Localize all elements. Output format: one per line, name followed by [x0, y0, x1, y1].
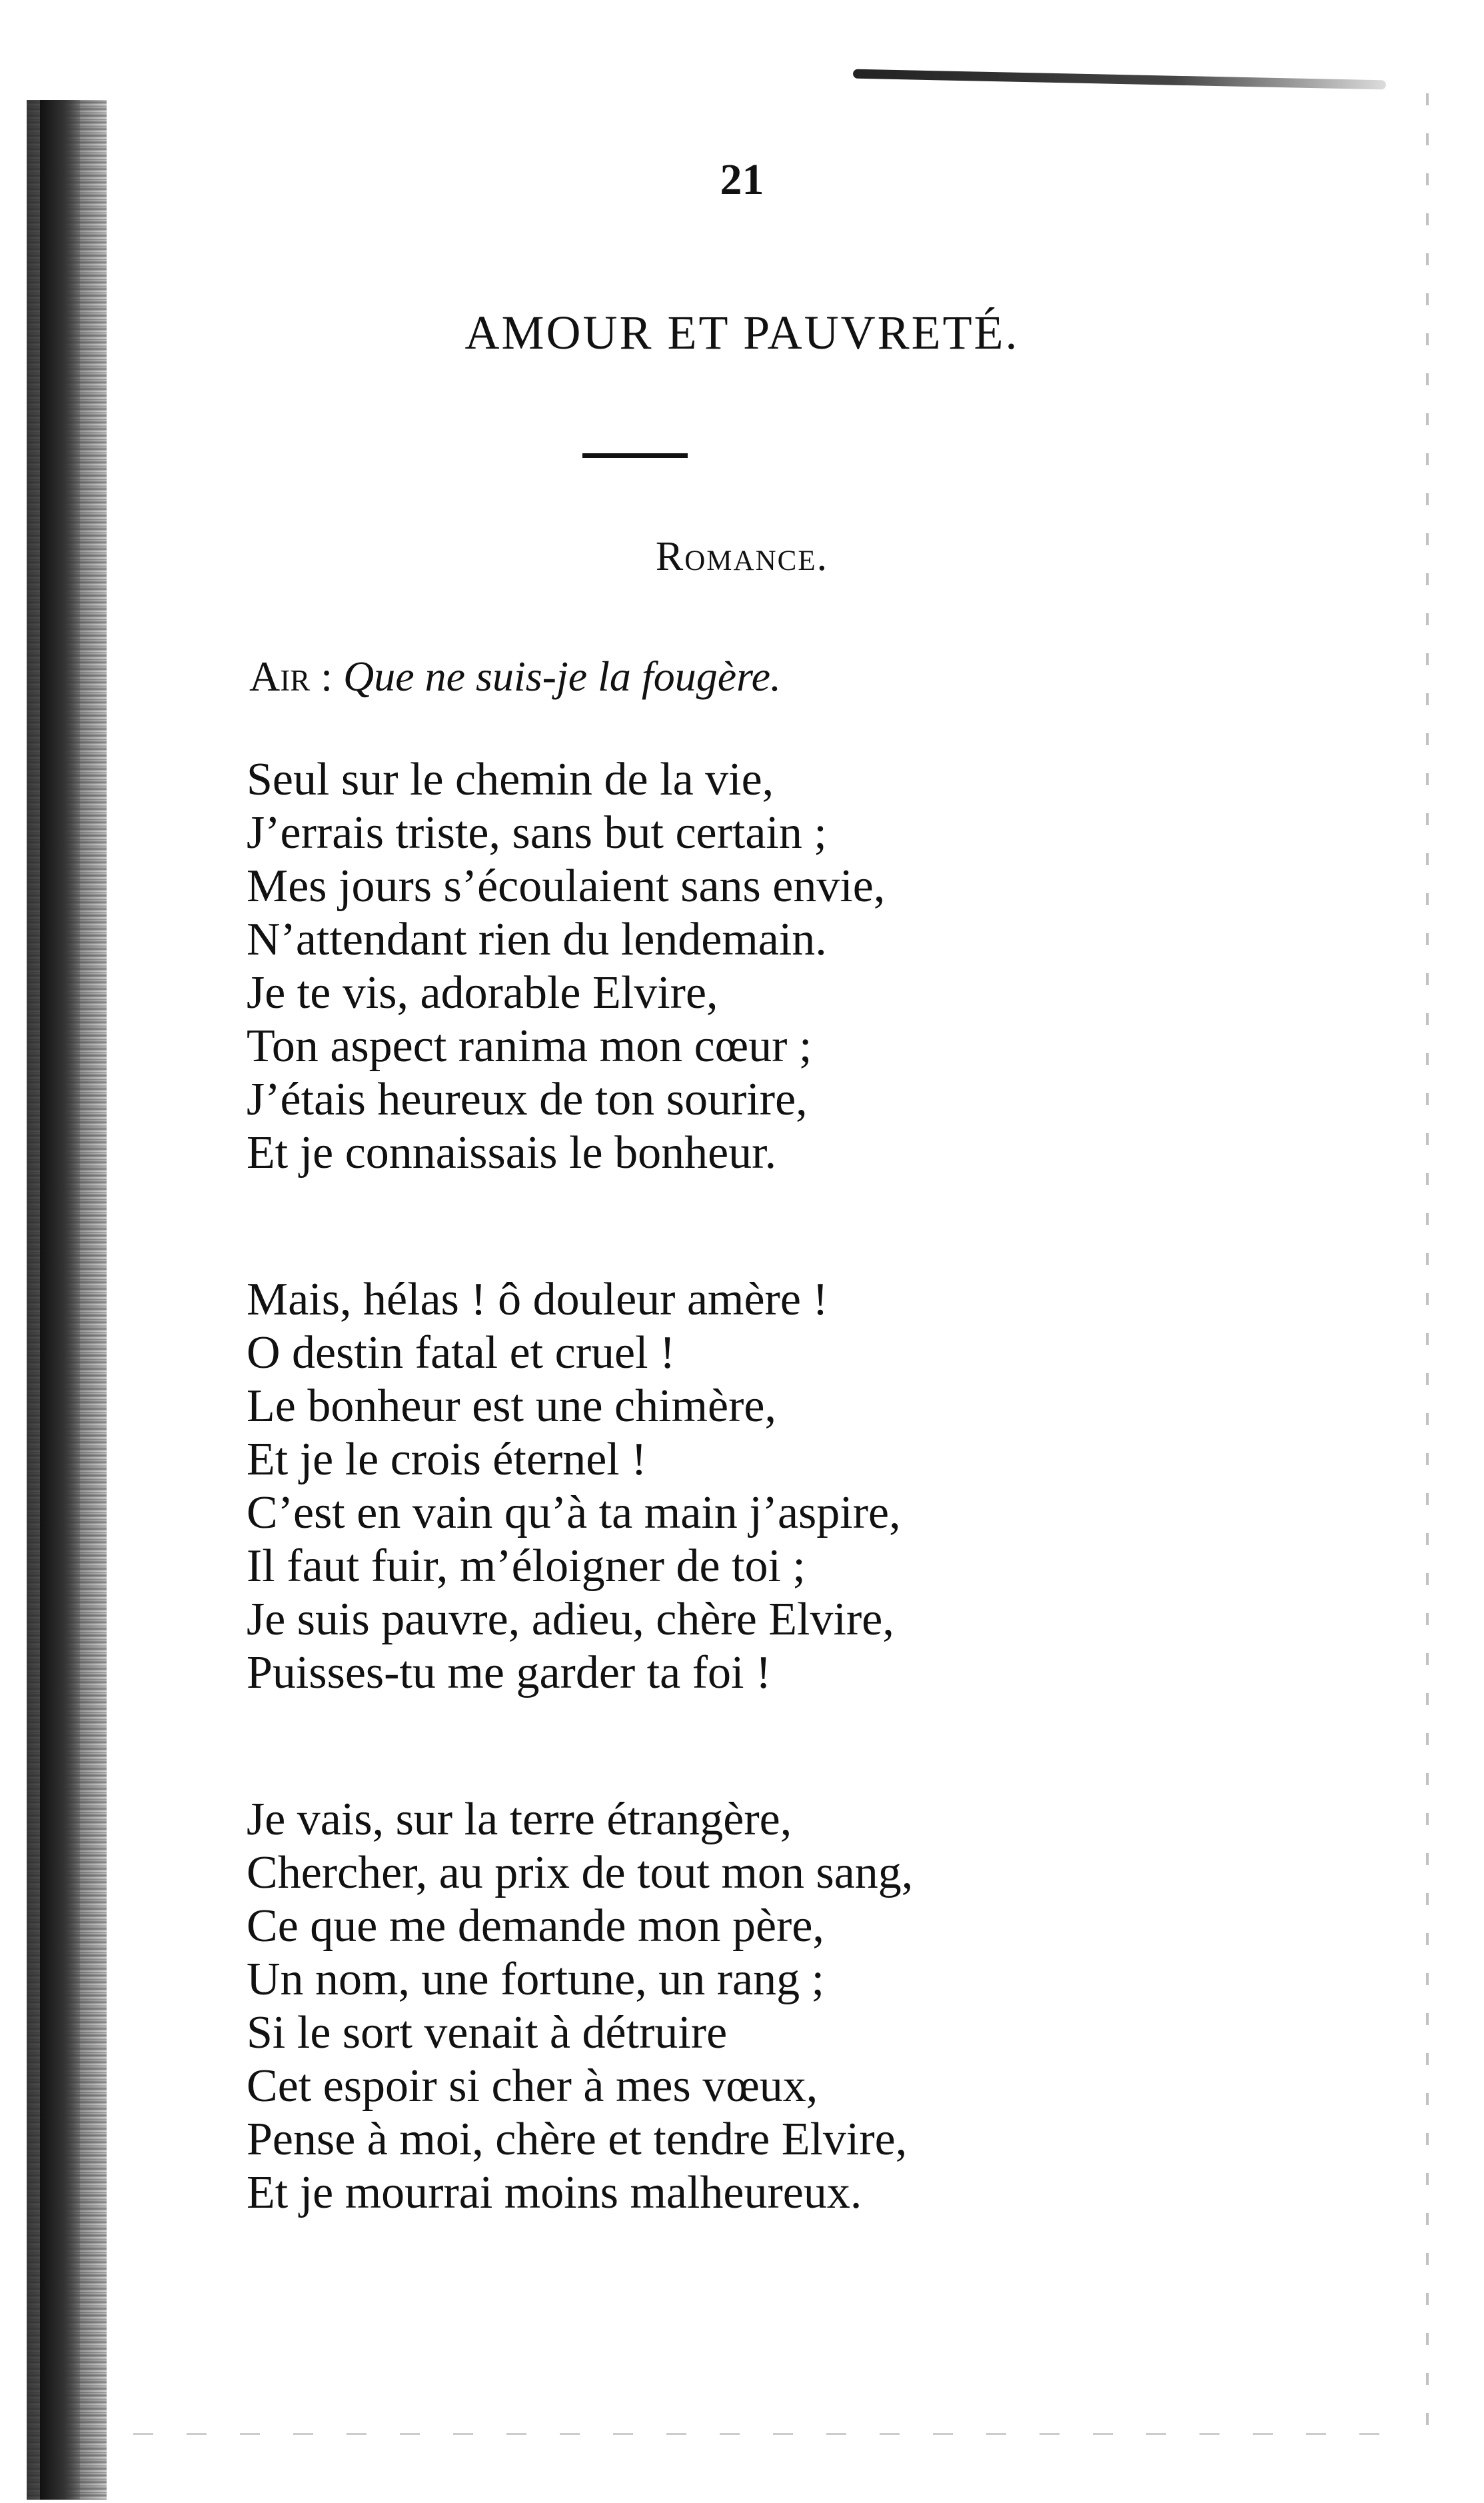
verse-line: Il faut fuir, m’éloigner de toi ; [247, 1540, 806, 1592]
verse-line: J’errais triste, sans but certain ; [247, 807, 827, 859]
verse-line: C’est en vain qu’à ta main j’aspire, [247, 1487, 901, 1538]
verse-line: Je te vis, adorable Elvire, [247, 967, 718, 1019]
scan-right-edge [1426, 93, 1429, 2426]
poem-title: AMOUR ET PAUVRETÉ. [464, 306, 1020, 359]
verse-line: N’attendant rien du lendemain. [247, 914, 827, 965]
verse-line: Seul sur le chemin de la vie, [247, 754, 774, 805]
scan-bottom-edge [133, 2433, 1399, 2435]
title-divider [582, 453, 688, 458]
verse-line: Un nom, une fortune, un rang ; [247, 1954, 825, 2005]
verse-line: Cet espoir si cher à mes vœux, [247, 2060, 818, 2112]
stanza-2 [247, 1273, 901, 1700]
verse-line: Je vais, sur la terre étrangère, [247, 1794, 792, 1845]
stanza-3 [247, 1793, 913, 2220]
stanza-1 [247, 753, 885, 1180]
verse-line: Si le sort venait à détruire [247, 2007, 728, 2058]
verse-line: Ce que me demande mon père, [247, 1900, 824, 1952]
verse-line: Chercher, au prix de tout mon sang, [247, 1847, 914, 1898]
air-line [249, 652, 781, 701]
poem-subtitle: Romance. [655, 534, 829, 579]
verse-line: O destin fatal et cruel ! [247, 1327, 676, 1378]
page-number: 21 [720, 155, 764, 204]
verse-line: Mes jours s’écoulaient sans envie, [247, 861, 886, 912]
verse-line: J’étais heureux de ton sourire, [247, 1074, 808, 1125]
air-tune: Que ne suis-je la fougère. [343, 653, 782, 700]
scan-top-mark [853, 69, 1386, 90]
scan-binding-edge [40, 100, 80, 2500]
air-label: Air : [249, 653, 333, 700]
verse-line: Puisses-tu me garder ta foi ! [247, 1647, 772, 1698]
verse-line: Pense à moi, chère et tendre Elvire, [247, 2114, 908, 2165]
verse-line: Et je le crois éternel ! [247, 1434, 647, 1485]
verse-line: Et je connaissais le bonheur. [247, 1127, 777, 1179]
verse-line: Le bonheur est une chimère, [247, 1380, 776, 1432]
verse-line: Je suis pauvre, adieu, chère Elvire, [247, 1594, 894, 1645]
verse-line: Ton aspect ranima mon cœur ; [247, 1021, 812, 1072]
verse-line: Mais, hélas ! ô douleur amère ! [247, 1274, 828, 1325]
verse-line: Et je mourrai moins malheureux. [247, 2167, 862, 2218]
